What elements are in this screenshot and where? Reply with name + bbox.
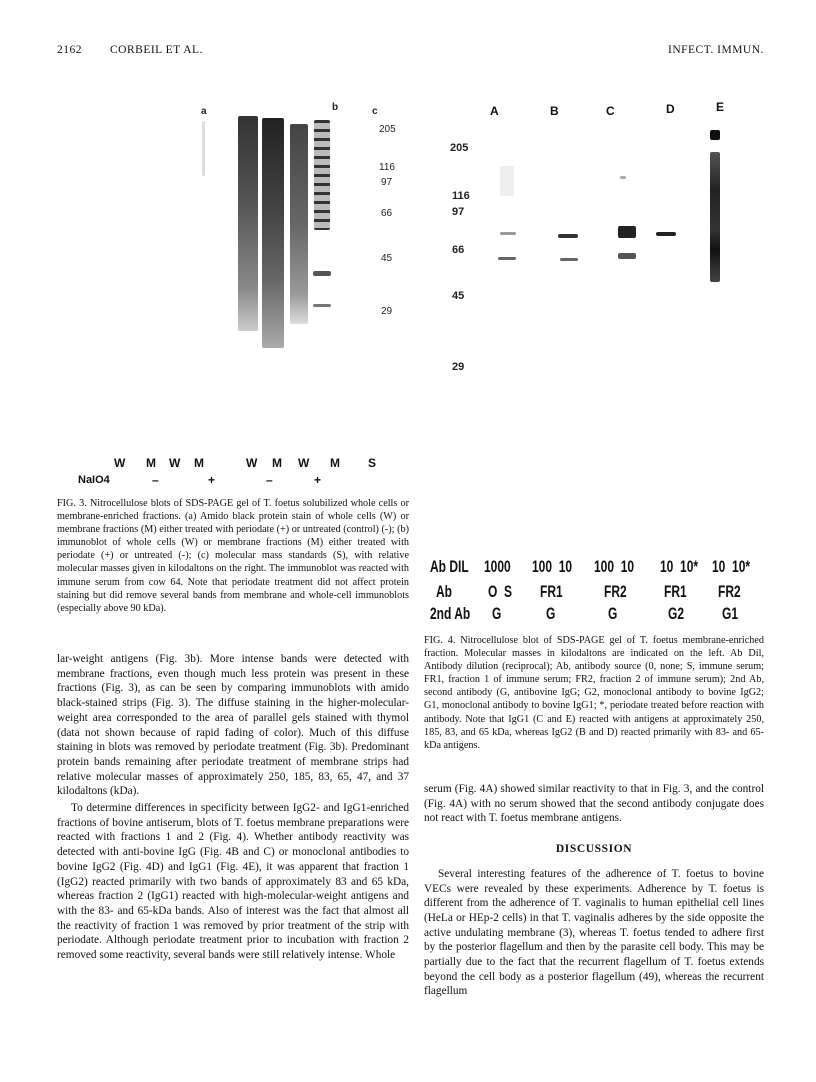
- fig3-lane-letter-a: a: [201, 106, 207, 117]
- fig3-marker-29: 29: [381, 306, 393, 317]
- fig4-band: [498, 257, 516, 260]
- fig3-band-b4-low: [313, 271, 331, 276]
- fig4-dil-value: 100 10: [594, 557, 635, 576]
- figure-3: [70, 96, 410, 491]
- fig4-band: [618, 226, 636, 238]
- journal-name: INFECT. IMMUN.: [668, 44, 764, 56]
- right-paragraph-2: Several interesting features of the adherence of T. foetus to bovine VECs were revealed by these experiments. Adherence by T. foetus is different from the adherence of T. vaginalis to human epithelial cell lines (HeLa or HEp-2 cells) in that T. vaginalis adheres by the side opposite the active undulating membrane (3), whereas T. foetus tended to adhere first by the posterior flagellum and then by the parasite cell body. This may be partially due to the fact that the recurrent flagellum of T. foetus extends beyond the cell body as a posterior flagellum (49), whereas the recurrent flagellum: [424, 867, 764, 998]
- fig4-marker-66: 66: [452, 244, 465, 256]
- fig4-band: [500, 166, 514, 196]
- fig3-lane-label: M: [272, 456, 282, 470]
- fig4-dil-value: 10 10*: [712, 557, 751, 576]
- fig3-lane-b2: [262, 118, 284, 348]
- fig3-marker-45: 45: [381, 253, 393, 264]
- fig3-lane-letter-b: b: [332, 102, 339, 113]
- fig4-lane-letter-E: E: [716, 100, 725, 114]
- fig3-marker-66: 66: [381, 208, 393, 219]
- fig4-ab-value: FR2: [604, 582, 627, 601]
- fig3-band-b4-low2: [313, 304, 331, 307]
- fig4-ab-value: FR2: [718, 582, 741, 601]
- fig4-row-ab-dil-label: Ab DIL: [430, 557, 469, 576]
- figure-4: [440, 96, 760, 386]
- left-paragraph-2: To determine differences in specificity between IgG2- and IgG1-enriched fractions of bovine antiserum, blots of T. foetus membrane preparations were reacted with fractions 1 and 2 (Fig. 4). Whether antibody reactivity was detected with anti-bovine IgG (Fig. 4B and C) or monoclonal antibodies to bovine IgG2 (Fig. 4D) and IgG1 (Fig. 4E), it was apparent that fraction 1 (IgG2) reacted primarily with two bands of approximately 83 and 65 kDa, whereas fraction 2 (IgG1) reacted with high-molecular-weight antigens and with the 83- and 65-kDa bands. Also of interest was the fact that almost all the reactivity of fraction 1 was removed by prior treatment of the strip with periodate. Although periodate treatment prior to incubation with fraction 2 removed some reactivity, several bands were still relatively intense. Whole: [57, 802, 409, 962]
- fig4-dil-value: 10 10*: [660, 557, 699, 576]
- fig4-lane-letter-D: D: [666, 102, 675, 116]
- fig3-lane-b3: [290, 124, 308, 324]
- figure-4-caption: FIG. 4. Nitrocellulose blot of SDS-PAGE gel of T. foetus membrane-enriched fraction. Molecular masses in kilodaltons are indicated on the left. Ab Dil, Antibody dilution (reciprocal); Ab, antibody source (0, none; S, immune serum; FR1, fraction 1 of immune serum; FR2, fraction 2 of immune serum); 2nd Ab, second antibody (G, antibovine IgG; G2, monoclonal antibody to bovine IgG2; G1, monoclonal antibody to bovine IgG1; *, periodate treated before reaction with antibody. Note that IgG1 (C and E) reacted with antigens at approximately 250, 185, 83, and 65 kDa, whereas IgG2 (B and D) reacted primarily with 83- and 65-kDa antigens.: [424, 635, 764, 751]
- left-paragraph-1: lar-weight antigens (Fig. 3b). More intense bands were detected with membrane fractions, even though much less protein was present in these fractions (Fig. 3), as can be seen by comparing immunoblots with amido black-stained strips (Fig. 3). The diffuse staining in the higher-molecular-weight area corresponded to the area of parallel gels stained with thymol (data not shown because of rapid fading of color). Much of this diffuse staining in blots was removed by periodate treatment (Fig. 3b). Predominant protein bands remaining after periodate treatment of membrane strips had relative molecular masses of approximately 250, 185, 83, 65, 47, and 37 kilodaltons (kDa).: [57, 653, 409, 798]
- fig4-row-ab-label: Ab: [436, 582, 452, 601]
- fig3-lane-label: W: [114, 456, 126, 470]
- figure-3-caption: FIG. 3. Nitrocellulose blots of SDS-PAGE gel of T. foetus solubilized whole cells or membrane-enriched fractions. (a) Amido black protein stain of whole cells (W) or membrane fractions (M) either treated with periodate (+) or untreated (control) (-); (b) immunoblot of whole cells (W) or membrane fractions (M) either treated with periodate (+) or untreated (-); (c) molecular mass standards (S), with relative molecular masses given in kilodaltons on the right. The immunoblot was reacted with immune serum from cow 64. Note that periodate treatment did not affect protein staining but did remove several bands from membrane and whole-cell immunoblots (especially above 90 kDa).: [57, 498, 409, 614]
- fig4-ab-value: FR1: [664, 582, 687, 601]
- fig3-lane-label: M: [194, 456, 204, 470]
- fig4-band: [710, 130, 720, 140]
- fig4-second-value: G: [546, 604, 556, 623]
- fig4-ab-value: O S: [488, 582, 513, 601]
- fig4-marker-116: 116: [452, 190, 470, 202]
- fig4-dil-value: 100 10: [532, 557, 573, 576]
- discussion-heading: DISCUSSION: [555, 843, 633, 856]
- fig3-treatment-sign: –: [152, 473, 159, 487]
- fig3-marker-205: 205: [379, 124, 396, 135]
- page-number: 2162: [57, 44, 82, 56]
- fig4-second-value: G1: [722, 604, 739, 623]
- fig3-lane-label: M: [146, 456, 156, 470]
- fig4-band: [620, 176, 626, 179]
- fig4-lane-letter-C: C: [606, 104, 615, 118]
- running-authors: CORBEIL ET AL.: [110, 44, 203, 56]
- fig3-lane-label: W: [246, 456, 258, 470]
- fig4-band: [618, 253, 636, 259]
- fig4-ab-value: FR1: [540, 582, 563, 601]
- fig3-lane-label: M: [330, 456, 340, 470]
- fig4-dil-value: 1000: [484, 557, 511, 576]
- fig4-band: [560, 258, 578, 261]
- fig3-lane-letter-c: c: [372, 106, 378, 117]
- fig4-marker-97: 97: [452, 206, 465, 218]
- fig3-lane-b1: [238, 116, 258, 331]
- fig4-second-value: G: [492, 604, 502, 623]
- fig3-lane-a1: [202, 121, 205, 176]
- fig3-treatment-sign: +: [208, 473, 216, 487]
- fig4-lane-letter-A: A: [490, 104, 499, 118]
- fig3-lane-label: W: [298, 456, 310, 470]
- fig4-second-value: G: [608, 604, 618, 623]
- fig4-band: [656, 232, 676, 236]
- fig3-treatment-label: NaIO4: [78, 474, 110, 486]
- fig4-band: [500, 232, 516, 235]
- fig4-marker-205: 205: [450, 142, 469, 154]
- fig4-row-second-ab-label: 2nd Ab: [430, 604, 471, 623]
- fig4-lane-letter-B: B: [550, 104, 559, 118]
- fig3-marker-97: 97: [381, 177, 393, 188]
- fig4-second-value: G2: [668, 604, 685, 623]
- left-column-text: [57, 652, 409, 963]
- fig3-treatment-sign: –: [266, 473, 273, 487]
- fig3-lane-label: S: [368, 456, 377, 470]
- fig3-treatment-sign: +: [314, 473, 322, 487]
- fig4-band: [558, 234, 578, 238]
- fig4-marker-29: 29: [452, 361, 465, 373]
- fig4-band: [710, 152, 720, 282]
- fig3-lane-b4: [314, 120, 330, 230]
- fig4-marker-45: 45: [452, 290, 465, 302]
- right-paragraph-1: serum (Fig. 4A) showed similar reactivity to that in Fig. 3, and the control (Fig. 4A) with no serum showed that the second antibody conjugate does not react with T. foetus membrane antigens.: [424, 783, 764, 825]
- fig3-lane-label: W: [169, 456, 181, 470]
- fig3-marker-116: 116: [379, 162, 395, 173]
- right-column-text: [424, 782, 764, 999]
